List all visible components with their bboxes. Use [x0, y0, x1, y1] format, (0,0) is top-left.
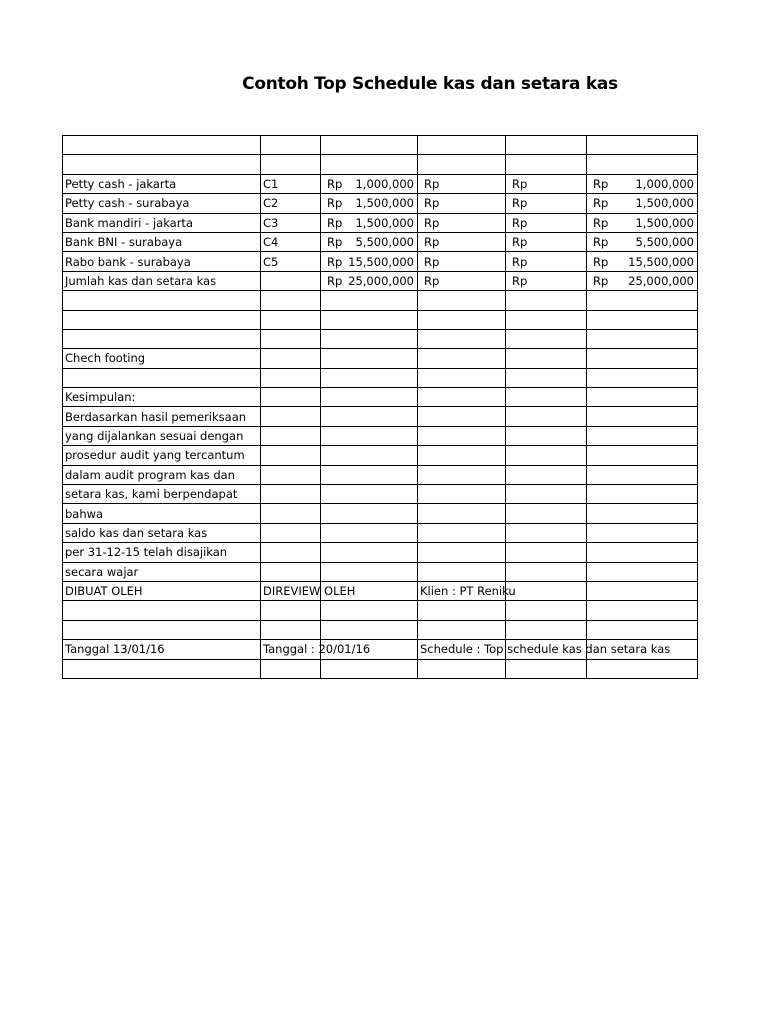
- signoff-row: [63, 581, 698, 600]
- schedule-label: Schedule : Top schedule kas dan setara kas: [420, 642, 671, 657]
- currency: Rp: [593, 215, 609, 230]
- table-row: [63, 485, 698, 504]
- conclusion-line: dalam audit program kas dan: [63, 465, 261, 484]
- table-row: [63, 523, 698, 542]
- amount-cell: [587, 252, 698, 271]
- amount-value: 25,000,000: [348, 273, 414, 288]
- reviewed-date: Tanggal : 20/01/16: [263, 642, 371, 657]
- currency: Rp: [327, 176, 343, 191]
- amount-value: 5,500,000: [635, 235, 694, 250]
- amount-cell: [321, 174, 418, 193]
- empty-row: [63, 291, 698, 310]
- currency: Rp: [512, 176, 528, 191]
- amount-value: 1,500,000: [355, 215, 414, 230]
- conclusion-line: bahwa: [63, 504, 261, 523]
- amount-value: 5,500,000: [355, 235, 414, 250]
- amount-cell: [587, 232, 698, 251]
- amount-cell: [506, 194, 587, 213]
- amount-cell: [321, 194, 418, 213]
- empty-row: [63, 601, 698, 620]
- table-row: [63, 252, 698, 271]
- amount-cell: [587, 271, 698, 290]
- currency: Rp: [327, 273, 343, 288]
- currency: Rp: [593, 196, 609, 211]
- currency: Rp: [593, 235, 609, 250]
- conclusion-line: saldo kas dan setara kas: [63, 523, 261, 542]
- account-code: C3: [261, 213, 321, 232]
- currency: Rp: [512, 196, 528, 211]
- table-row: [63, 194, 698, 213]
- amount-value: 1,500,000: [635, 196, 694, 211]
- total-label: Jumlah kas dan setara kas: [63, 271, 261, 290]
- table-row: [63, 232, 698, 251]
- currency: Rp: [512, 235, 528, 250]
- currency: Rp: [424, 273, 440, 288]
- currency: Rp: [327, 235, 343, 250]
- check-footing-label: Chech footing: [63, 349, 261, 368]
- account-code: C2: [261, 194, 321, 213]
- empty-row: [63, 155, 698, 174]
- currency: Rp: [327, 215, 343, 230]
- empty-row: [63, 368, 698, 387]
- amount-cell: [506, 232, 587, 251]
- total-row: [63, 271, 698, 290]
- conclusion-heading: Kesimpulan:: [63, 388, 261, 407]
- amount-cell: [418, 194, 506, 213]
- amount-cell: [418, 232, 506, 251]
- amount-cell: [321, 232, 418, 251]
- account-code: C4: [261, 232, 321, 251]
- table-row: [63, 543, 698, 562]
- prepared-date: Tanggal 13/01/16: [63, 640, 261, 659]
- amount-cell: [506, 174, 587, 193]
- empty-row: [63, 310, 698, 329]
- account-label: Bank BNI - surabaya: [63, 232, 261, 251]
- amount-cell: [506, 271, 587, 290]
- currency: Rp: [593, 273, 609, 288]
- currency: Rp: [327, 254, 343, 269]
- conclusion-line: yang dijalankan sesuai dengan: [63, 426, 261, 445]
- signoff-date-row: [63, 640, 698, 659]
- conclusion-line: Berdasarkan hasil pemeriksaan: [63, 407, 261, 426]
- amount-value: 1,500,000: [635, 215, 694, 230]
- prepared-by-label: DIBUAT OLEH: [63, 581, 261, 600]
- currency: Rp: [512, 254, 528, 269]
- table-row: [63, 349, 698, 368]
- table-row: [63, 426, 698, 445]
- currency: Rp: [593, 176, 609, 191]
- schedule-table: [62, 135, 698, 679]
- amount-cell: [321, 252, 418, 271]
- amount-value: 1,000,000: [635, 176, 694, 191]
- empty-row: [63, 659, 698, 678]
- table-row: [63, 213, 698, 232]
- amount-value: 1,000,000: [355, 176, 414, 191]
- account-label: Rabo bank - surabaya: [63, 252, 261, 271]
- amount-cell: [418, 252, 506, 271]
- amount-value: 15,500,000: [348, 254, 414, 269]
- amount-cell: [587, 213, 698, 232]
- amount-value: 15,500,000: [628, 254, 694, 269]
- empty-row: [63, 329, 698, 348]
- reviewed-by-label: DIREVIEW OLEH: [263, 584, 356, 599]
- currency: Rp: [424, 176, 440, 191]
- client-label: Klien : PT Reniku: [420, 584, 516, 599]
- account-label: Bank mandiri - jakarta: [63, 213, 261, 232]
- amount-cell: [418, 174, 506, 193]
- conclusion-line: setara kas, kami berpendapat: [63, 485, 261, 504]
- table-row: [63, 174, 698, 193]
- account-label: Petty cash - jakarta: [63, 174, 261, 193]
- table-row: [63, 407, 698, 426]
- currency: Rp: [424, 215, 440, 230]
- table-row: [63, 388, 698, 407]
- conclusion-line: secara wajar: [63, 562, 261, 581]
- currency: Rp: [327, 196, 343, 211]
- amount-cell: [321, 213, 418, 232]
- amount-cell: [418, 271, 506, 290]
- amount-cell: [321, 271, 418, 290]
- conclusion-line: prosedur audit yang tercantum: [63, 446, 261, 465]
- currency: Rp: [424, 196, 440, 211]
- account-code: [261, 271, 321, 290]
- table-row: [63, 465, 698, 484]
- account-label: Petty cash - surabaya: [63, 194, 261, 213]
- amount-value: 25,000,000: [628, 273, 694, 288]
- conclusion-line: per 31-12-15 telah disajikan: [63, 543, 261, 562]
- currency: Rp: [512, 273, 528, 288]
- currency: Rp: [512, 215, 528, 230]
- currency: Rp: [424, 254, 440, 269]
- amount-cell: [587, 174, 698, 193]
- amount-value: 1,500,000: [355, 196, 414, 211]
- table-row: [63, 562, 698, 581]
- currency: Rp: [424, 235, 440, 250]
- empty-row: [63, 620, 698, 639]
- account-code: C1: [261, 174, 321, 193]
- amount-cell: [587, 194, 698, 213]
- table-row: [63, 446, 698, 465]
- empty-row: [63, 136, 698, 155]
- amount-cell: [418, 213, 506, 232]
- table-row: [63, 504, 698, 523]
- currency: Rp: [593, 254, 609, 269]
- page-title: Contoh Top Schedule kas dan setara kas: [242, 74, 618, 94]
- amount-cell: [506, 213, 587, 232]
- account-code: C5: [261, 252, 321, 271]
- amount-cell: [506, 252, 587, 271]
